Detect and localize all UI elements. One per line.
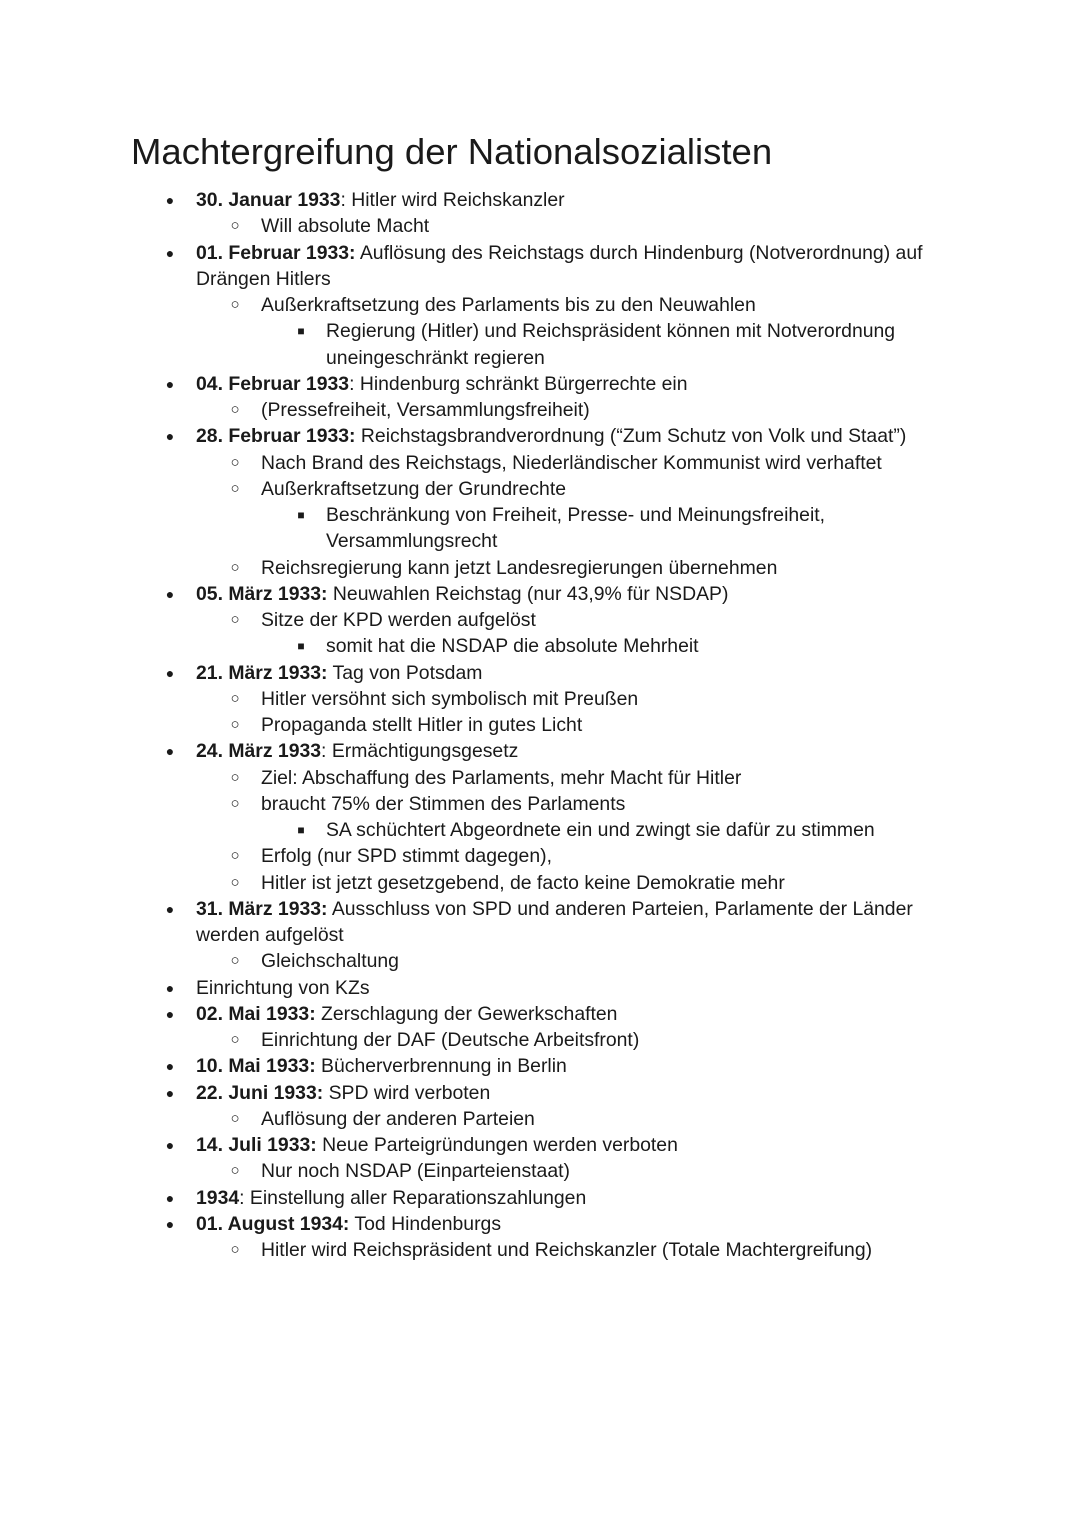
bullet-circle-icon: ○ [230, 1109, 240, 1127]
bullet-circle-icon: ○ [230, 689, 240, 707]
sub-item [0, 450, 1080, 476]
bullet-circle-icon: ○ [230, 716, 240, 733]
bullet-dot-icon: ● [165, 192, 175, 208]
bullet-circle-icon: ○ [230, 952, 240, 970]
event-date: 31. März 1933: [196, 897, 328, 920]
event-date: 24. März 1933 [196, 740, 322, 763]
event-item [0, 1185, 1080, 1211]
bullet-dot-icon: ● [165, 428, 175, 445]
sub-item-text: Einrichtung der DAF (Deutsche Arbeitsfront) [261, 1029, 640, 1051]
sub-item-text: Sitze der KPD werden aufgelöst [261, 609, 536, 631]
event-date: 22. Juni 1933: [196, 1081, 324, 1104]
bullet-dot-icon: ● [165, 900, 175, 917]
bullet-circle-icon: ○ [230, 1241, 240, 1258]
event-date: 05. März 1933: [196, 582, 328, 605]
event-text: Zerschlagung der Gewerkschaften [315, 1002, 618, 1025]
bullet-circle-icon: ○ [230, 847, 240, 865]
sub-item [0, 607, 1080, 633]
sub-item [0, 791, 1080, 817]
sub-item-text: Gleichschaltung [261, 950, 399, 973]
event-date: 04. Februar 1933 [196, 372, 350, 395]
sub-item-text: Hitler wird Reichspräsident und Reichskanzler (Totale Machtergreifung) [261, 1239, 873, 1261]
bullet-dot-icon: ● [165, 585, 175, 602]
bullet-dot-icon: ● [165, 979, 175, 996]
sub-item-text: braucht 75% der Stimmen des Parlaments [261, 792, 626, 815]
sub-item-text: Nur noch NSDAP (Einparteienstaat) [261, 1160, 570, 1183]
event-date: 10. Mai 1933: [196, 1055, 316, 1078]
sub-item [0, 948, 1080, 974]
detail-item-text: Beschränkung von Freiheit, Presse- und Meinungsfreiheit, Versammlungsrecht [326, 504, 826, 553]
bullet-dot-icon: ● [165, 743, 175, 760]
sub-item-text: Erfolg (nur SPD stimmt dagegen), [261, 845, 552, 868]
event-item [0, 660, 1080, 686]
event-date: 01. August 1934: [196, 1212, 350, 1235]
bullet-circle-icon: ○ [230, 217, 240, 235]
detail-item [0, 633, 1080, 659]
bullet-dot-icon: ● [165, 1215, 175, 1232]
event-item [0, 240, 1080, 293]
sub-item-text: (Pressefreiheit, Versammlungsfreiheit) [261, 399, 590, 421]
detail-item-text: somit hat die NSDAP die absolute Mehrheit [326, 635, 699, 658]
sub-item-text: Reichsregierung kann jetzt Landesregierungen übernehmen [261, 556, 778, 579]
sub-item [0, 1158, 1080, 1184]
bullet-square-icon: ■ [297, 639, 305, 654]
event-text: Auflösung des Reichstags durch Hindenburg (Notverordnung) auf Drängen Hitlers [196, 241, 923, 290]
event-item [0, 738, 1080, 764]
bullet-circle-icon: ○ [230, 296, 240, 313]
event-item [0, 1211, 1080, 1237]
bullet-circle-icon: ○ [230, 558, 240, 576]
event-text: Hindenburg schränkt Bürgerrechte ein [354, 372, 688, 395]
detail-item-text: SA schüchtert Abgeordnete ein und zwingt sie dafür zu stimmen [326, 819, 875, 841]
sub-item [0, 1237, 1080, 1263]
event-date: 14. Juli 1933: [196, 1134, 317, 1156]
event-text: Neuwahlen Reichstag (nur 43,9% für NSDAP) [327, 582, 729, 605]
event-separator: : [349, 372, 355, 395]
event-text: Tod Hindenburgs [349, 1212, 502, 1235]
sub-item [0, 213, 1080, 239]
bullet-circle-icon: ○ [230, 611, 240, 628]
event-text: Einrichtung von KZs [196, 976, 370, 999]
bullet-dot-icon: ● [165, 375, 175, 392]
page-title: Machtergreifung der Nationalsozialisten [131, 131, 773, 172]
event-text: Hitler wird Reichskanzler [345, 189, 565, 211]
event-date: 30. Januar 1933 [196, 189, 341, 211]
sub-item-text: Hitler ist jetzt gesetzgebend, de facto keine Demokratie mehr [261, 871, 785, 894]
bullet-dot-icon: ● [165, 244, 175, 261]
event-text: Einstellung aller Reparationszahlungen [244, 1186, 587, 1209]
sub-item [0, 843, 1080, 869]
event-item [0, 1053, 1080, 1079]
event-item [0, 1001, 1080, 1027]
bullet-circle-icon: ○ [230, 794, 240, 812]
sub-item [0, 476, 1080, 502]
bullet-circle-icon: ○ [230, 1031, 240, 1048]
event-item [0, 423, 1080, 449]
sub-item-text: Propaganda stellt Hitler in gutes Licht [261, 714, 583, 736]
sub-item-text: Auflösung der anderen Parteien [261, 1107, 535, 1130]
sub-item-text: Nach Brand des Reichstags, Niederländischer Kommunist wird verhaftet [261, 451, 882, 474]
event-date: 21. März 1933: [196, 661, 328, 684]
detail-item [0, 502, 1080, 555]
sub-item [0, 765, 1080, 791]
event-text: Ermächtigungsgesetz [326, 740, 519, 763]
bullet-circle-icon: ○ [230, 1162, 240, 1180]
bullet-circle-icon: ○ [230, 453, 240, 471]
event-item [0, 975, 1080, 1001]
bullet-circle-icon: ○ [230, 873, 240, 891]
event-date: 1934 [196, 1186, 240, 1209]
event-item [0, 1132, 1080, 1158]
bullet-dot-icon: ● [165, 1058, 175, 1075]
event-item [0, 581, 1080, 607]
sub-item [0, 870, 1080, 896]
event-item [0, 371, 1080, 397]
event-text: Neue Parteigründungen werden verboten [316, 1134, 678, 1156]
event-item [0, 896, 1080, 949]
bullet-dot-icon: ● [165, 1189, 175, 1206]
bullet-square-icon: ■ [297, 508, 305, 522]
sub-item [0, 292, 1080, 318]
bullet-circle-icon: ○ [230, 479, 240, 497]
bullet-circle-icon: ○ [230, 401, 240, 418]
sub-item [0, 686, 1080, 712]
bullet-square-icon: ■ [297, 823, 305, 837]
detail-item [0, 817, 1080, 843]
bullet-dot-icon: ● [165, 1084, 175, 1101]
event-date: 02. Mai 1933: [196, 1002, 316, 1025]
sub-item [0, 1027, 1080, 1053]
sub-item-text: Außerkraftsetzung der Grundrechte [261, 477, 567, 500]
detail-item [0, 318, 1080, 371]
sub-item [0, 712, 1080, 738]
bullet-dot-icon: ● [165, 1137, 175, 1153]
event-text: SPD wird verboten [323, 1081, 491, 1104]
sub-item-text: Ziel: Abschaffung des Parlaments, mehr Macht für Hitler [261, 766, 742, 789]
event-separator: : [340, 189, 346, 211]
sub-item [0, 1106, 1080, 1132]
event-item [0, 187, 1080, 213]
bullet-square-icon: ■ [297, 324, 305, 339]
detail-item-text: Regierung (Hitler) und Reichspräsident können mit Notverordnung uneingeschränkt regieren [326, 320, 896, 369]
sub-item [0, 397, 1080, 423]
event-item [0, 1080, 1080, 1106]
bullet-dot-icon: ● [165, 1005, 175, 1022]
sub-item-text: Hitler versöhnt sich symbolisch mit Preußen [261, 687, 639, 710]
event-date: 28. Februar 1933: [196, 425, 356, 448]
sub-item-text: Will absolute Macht [261, 215, 430, 238]
bullet-dot-icon: ● [165, 664, 175, 681]
event-separator: : [239, 1186, 245, 1209]
event-text: Tag von Potsdam [327, 661, 483, 684]
event-date: 01. Februar 1933: [196, 241, 356, 264]
event-text: Bücherverbrennung in Berlin [315, 1055, 567, 1078]
event-separator: : [321, 740, 327, 763]
timeline-list [0, 187, 1080, 1263]
event-text: Reichstagsbrandverordnung (“Zum Schutz von Volk und Staat”) [355, 425, 907, 448]
event-text: Ausschluss von SPD und anderen Parteien, Parlamente der Länder werden aufgelöst [196, 897, 913, 946]
sub-item [0, 555, 1080, 581]
bullet-circle-icon: ○ [230, 768, 240, 786]
sub-item-text: Außerkraftsetzung des Parlaments bis zu den Neuwahlen [261, 294, 756, 316]
